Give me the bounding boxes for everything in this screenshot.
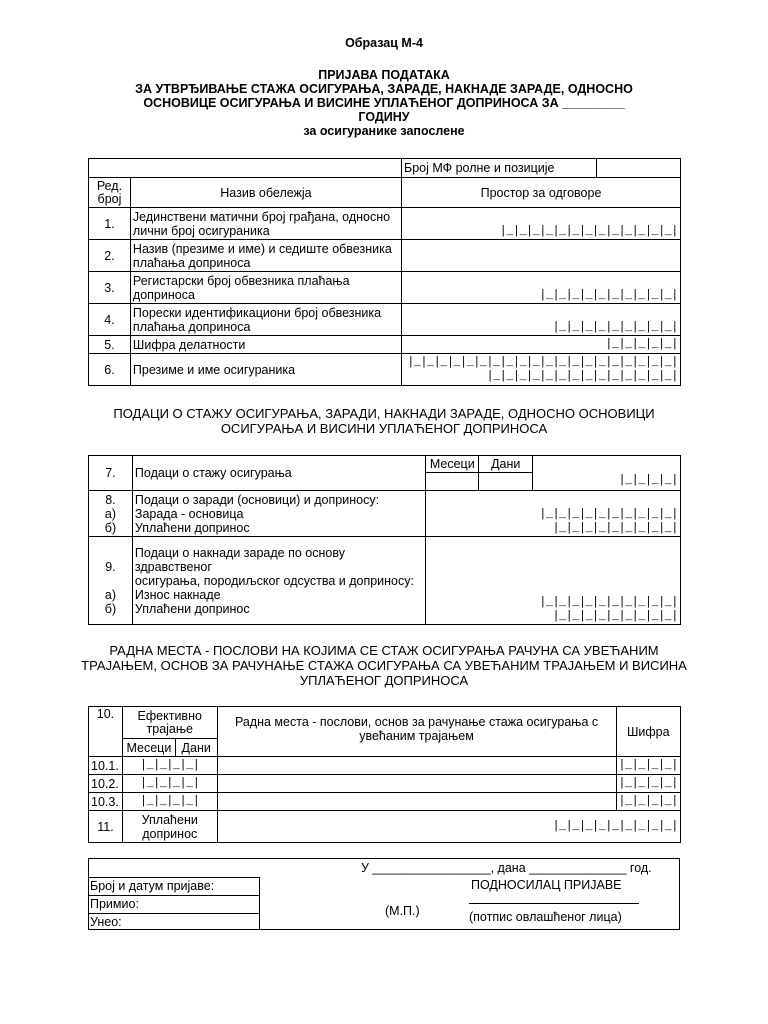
compensation-amount-label: Износ накнаде [134, 587, 221, 602]
footer-box [88, 858, 680, 930]
days-header: Дани [175, 739, 217, 757]
reg-number-boxes[interactable]: |_|_|_|_|_|_|_|_|_|_| [402, 272, 681, 304]
workplaces-header: Радна места - послови, основ за рачунање стажа осигурања с увећаним трајањем [217, 707, 616, 757]
row-label: Шифра делатности [130, 336, 401, 354]
duration-boxes[interactable]: |_|_|_|_| [122, 775, 217, 793]
entered-field[interactable]: Унео: [90, 915, 122, 929]
received-field[interactable]: Примио: [89, 896, 259, 914]
workplace-input[interactable] [217, 775, 616, 793]
name-boxes-line1: |_|_|_|_|_|_|_|_|_|_|_|_|_|_|_|_|_|_|_|_| [407, 355, 678, 369]
col-name-header: Назив обележја [130, 178, 401, 208]
blank-cell [533, 456, 681, 473]
compensation-contrib-label: Уплаћени допринос [134, 601, 250, 616]
col-answer-header: Простор за одговоре [402, 178, 681, 208]
salary-base-label: Зарада - основица [134, 506, 244, 521]
row-label: Јединствени матични број грађана, односно лични број осигураника [130, 208, 401, 240]
row-num [89, 537, 133, 625]
tax-id-boxes[interactable]: |_|_|_|_|_|_|_|_|_| [402, 304, 681, 336]
paid-contribution-label: Уплаћени допринос [122, 811, 217, 843]
row-num: 11. [89, 811, 123, 843]
code-boxes[interactable]: |_|_|_|_| [616, 757, 680, 775]
col-num-header: Ред. број [89, 178, 131, 208]
row-sub-b: б) [104, 601, 117, 616]
blank-cell [89, 159, 402, 178]
row-label: Регистарски број обвезника плаћања доприноса [130, 272, 401, 304]
section-title-insurance: ПОДАЦИ О СТАЖУ ОСИГУРАЊА, ЗАРАДИ, НАКНАДИ ЗАРАДЕ, ОДНОСНО ОСНОВИЦИ ОСИГУРАЊА И ВИСИНИ УПЛАЋЕНОГ ДОПРИНОСА [113, 406, 655, 436]
section-title-workplaces: РАДНА МЕСТА - ПОСЛОВИ НА КОЈИМА СЕ СТАЖ ОСИГУРАЊА РАЧУНА СА УВЕЋАНИМ ТРАЈАЊЕМ, ОСНОВ ЗА РАЧУНАЊЕ СТАЖА ОСИГУРАЊА СА УВЕЋАНИМ ТРАЈАЊЕМ И ВИСИНА УПЛАЋЕНОГ ДОПРИНОСА [81, 643, 687, 688]
insurance-data-table [88, 455, 681, 625]
code-boxes[interactable]: |_|_|_|_| [616, 775, 680, 793]
salary-boxes[interactable] [426, 491, 681, 537]
salary-contrib-boxes[interactable]: |_|_|_|_|_|_|_|_|_| [552, 522, 678, 535]
row-num: 10.1. [89, 757, 123, 775]
row-num: 1. [89, 208, 131, 240]
effective-duration-header: Ефективно трајање [122, 707, 217, 739]
row-num: 7. [89, 456, 133, 491]
code-header: Шифра [616, 707, 680, 757]
tenure-boxes[interactable]: |_|_|_|_| [533, 473, 681, 491]
row-label: Порески идентификациони број обвезника плаћања доприноса [130, 304, 401, 336]
workplace-input[interactable] [217, 793, 616, 811]
row-num: 10.3. [89, 793, 123, 811]
form-subtitle-3: ГОДИНУ [358, 110, 410, 124]
row-num: 10.2. [89, 775, 123, 793]
payer-name-field[interactable] [402, 240, 681, 272]
signature-label: (потпис овлашћеног лица) [469, 910, 622, 924]
compensation-boxes[interactable] [426, 537, 681, 625]
row-sub-a: а) [104, 506, 117, 521]
months-header: Месеци [426, 456, 479, 473]
form-subtitle-4: за осигуранике запослене [303, 124, 465, 138]
seal-label: (М.П.) [385, 904, 420, 918]
row-num-text: 9. [105, 559, 116, 574]
form-code: Образац М-4 [345, 36, 423, 50]
salary-label: Подаци о заради (основици) и доприносу: [134, 492, 380, 507]
name-boxes[interactable] [402, 354, 681, 386]
row-label: Презиме и име осигураника [130, 354, 401, 386]
days-header: Дани [479, 456, 533, 473]
row-sub-a: а) [104, 587, 117, 602]
signature-line[interactable] [469, 903, 639, 904]
row-num: 10. [89, 707, 123, 757]
form-subtitle-1: ЗА УТВРЂИВАЊЕ СТАЖА ОСИГУРАЊА, ЗАРАДЕ, НАКНАДЕ ЗАРАДЕ, ОДНОСНО [135, 82, 633, 96]
row-num: 5. [89, 336, 131, 354]
compensation-amount-boxes[interactable]: |_|_|_|_|_|_|_|_|_|_| [539, 596, 678, 609]
workplace-input[interactable] [217, 757, 616, 775]
form-subtitle-2: ОСНОВИЦЕ ОСИГУРАЊА И ВИСИНЕ УПЛАЋЕНОГ ДОПРИНОСА ЗА _________ [143, 96, 625, 110]
insured-info-table [88, 158, 681, 386]
months-header: Месеци [122, 739, 175, 757]
row-sub-b: б) [104, 520, 117, 535]
submission-box [89, 877, 260, 930]
row-label [132, 491, 425, 537]
activity-code-boxes[interactable]: |_|_|_|_|_| [402, 336, 681, 354]
compensation-label-2: осигурања, породиљског одсуства и доприносу: [134, 573, 414, 588]
row-num: 3. [89, 272, 131, 304]
salary-base-boxes[interactable]: |_|_|_|_|_|_|_|_|_|_| [539, 508, 678, 521]
workplaces-table [88, 706, 681, 843]
salary-contrib-label: Уплаћени допринос [134, 520, 250, 535]
row-label [132, 537, 425, 625]
applicant-label: ПОДНОСИЛАЦ ПРИЈАВЕ [471, 878, 622, 892]
row-num: 2. [89, 240, 131, 272]
paid-contribution-boxes[interactable]: |_|_|_|_|_|_|_|_|_| [217, 811, 680, 843]
compensation-contrib-boxes[interactable]: |_|_|_|_|_|_|_|_|_| [552, 610, 678, 623]
duration-boxes[interactable]: |_|_|_|_| [122, 757, 217, 775]
row-num-text: 8. [105, 492, 116, 507]
mf-roll-input[interactable] [596, 159, 680, 178]
form-title: ПРИЈАВА ПОДАТАКА [318, 68, 450, 82]
row-label: Подаци о стажу осигурања [132, 456, 425, 491]
name-boxes-line2: |_|_|_|_|_|_|_|_|_|_|_|_|_|_| [486, 369, 678, 383]
days-input[interactable] [479, 473, 533, 491]
duration-boxes[interactable]: |_|_|_|_| [122, 793, 217, 811]
mf-roll-label: Број МФ ролне и позиције [402, 159, 597, 178]
row-num: 4. [89, 304, 131, 336]
code-boxes[interactable]: |_|_|_|_| [616, 793, 680, 811]
jmbg-boxes[interactable]: |_|_|_|_|_|_|_|_|_|_|_|_|_| [402, 208, 681, 240]
months-input[interactable] [426, 473, 479, 491]
place-date-line[interactable]: У _________________, дана ______________ год. [361, 861, 652, 875]
row-num [89, 491, 133, 537]
row-num: 6. [89, 354, 131, 386]
submitted-field[interactable]: Број и датум пријаве: [89, 878, 259, 896]
compensation-label-1: Подаци о накнади зараде по основу здравственог [134, 545, 345, 574]
row-label: Назив (презиме и име) и седиште обвезника плаћања доприноса [130, 240, 401, 272]
